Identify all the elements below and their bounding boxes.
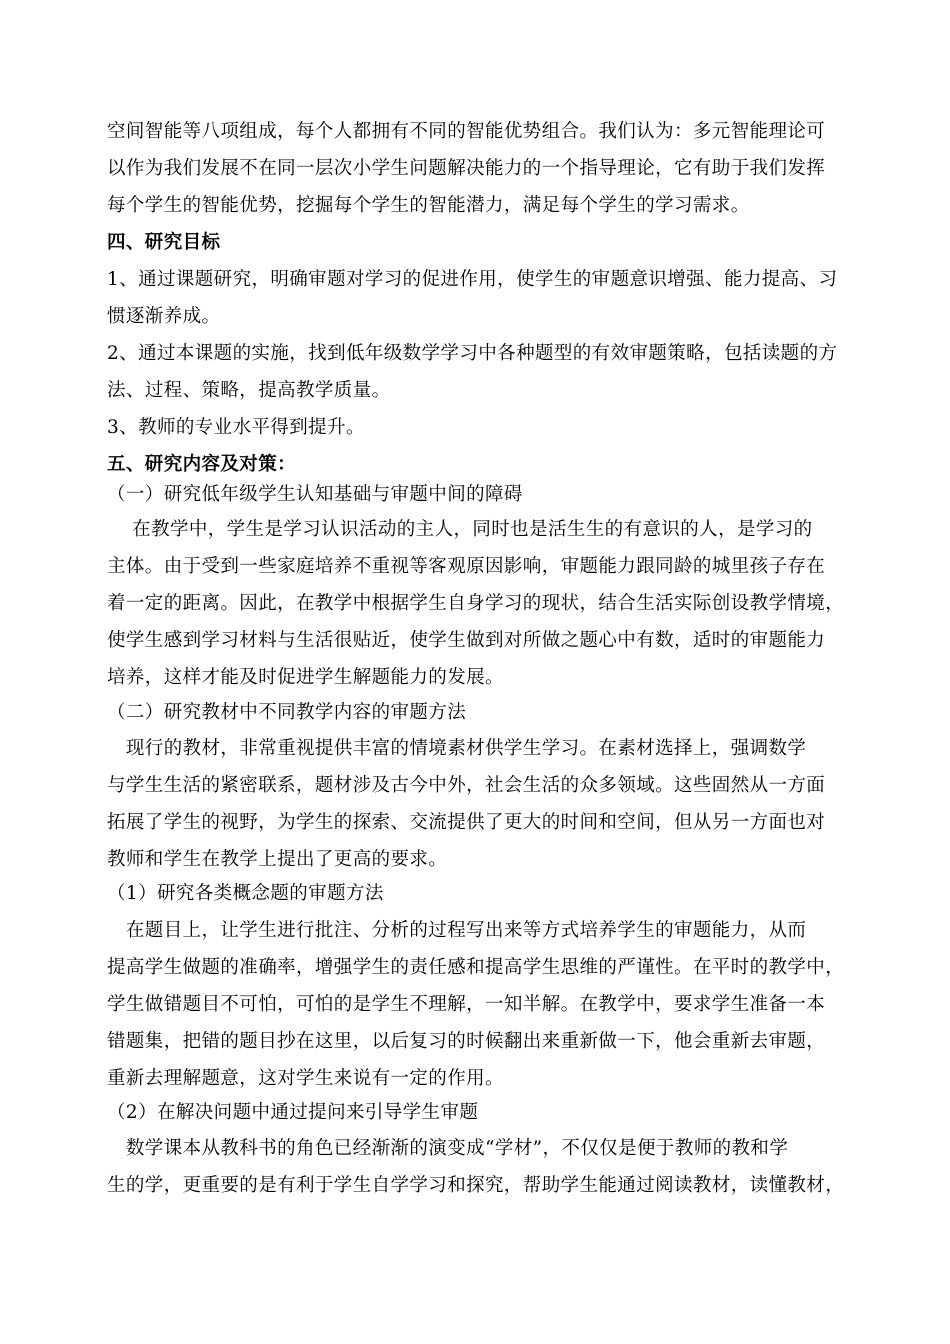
paragraph-line: 与学生生活的紧密联系，题材涉及古今中外，社会生活的众多领域。这些固然从一方面 (107, 775, 826, 796)
paragraph-line: 在题目上，让学生进行批注、分析的过程写出来等方式培养学生的审题能力，从而 (107, 920, 807, 941)
paragraph-line: 学生做错题目不可怕，可怕的是学生不理解，一知半解。在教学中，要求学生准备一本 (107, 994, 826, 1015)
paragraph-line: 数学课本从教科书的角色已经渐渐的演变成“学材”，不仅仅是便于教师的教和学 (107, 1138, 789, 1159)
paragraph-line: 拓展了学生的视野，为学生的探索、交流提供了更大的时间和空间，但从另一方面也对 (107, 812, 826, 833)
paragraph-line: 培养，这样才能及时促进学生解题能力的发展。 (107, 667, 504, 688)
paragraph-line: 生的学，更重要的是有利于学生自学学习和探究，帮助学生能通过阅读教材，读懂教材， (107, 1175, 845, 1196)
section-heading: 五、研究内容及对策： (107, 454, 297, 475)
paragraph-line: 使学生感到学习材料与生活很贴近，使学生做到对所做之题心中有数，适时的审题能力 (107, 630, 826, 651)
paragraph-line: 以作为我们发展不在同一层次小学生问题解决能力的一个指导理论，它有助于我们发挥 (107, 158, 826, 179)
subsection-heading: （二）研究教材中不同教学内容的审题方法 (107, 702, 467, 723)
paragraph-line: 教师和学生在教学上提出了更高的要求。 (107, 849, 448, 870)
paragraph-line: 空间智能等八项组成，每个人都拥有不同的智能优势组合。我们认为：多元智能理论可 (107, 121, 826, 142)
subsection-heading: （2）在解决问题中通过提问来引导学生审题 (107, 1102, 479, 1123)
paragraph-line: 主体。由于受到一些家庭培养不重视等客观原因影响，审题能力跟同龄的城里孩子存在 (107, 556, 826, 577)
subsection-heading: （1）研究各类概念题的审题方法 (107, 883, 384, 904)
section-heading: 四、研究目标 (107, 232, 221, 253)
paragraph-line: 每个学生的智能优势，挖掘每个学生的智能潜力，满足每个学生的学习需求。 (107, 195, 750, 216)
paragraph-line: 在教学中，学生是学习认识活动的主人，同时也是活生生的有意识的人，是学习的 (107, 519, 813, 540)
paragraph-line: 现行的教材，非常重视提供丰富的情境素材供学生学习。在素材选择上，强调数学 (107, 738, 807, 759)
paragraph-line: 错题集，把错的题目抄在这里，以后复习的时候翻出来重新做一下，他会重新去审题， (107, 1031, 826, 1052)
paragraph-line: 提高学生做题的准确率，增强学生的责任感和提高学生思维的严谨性。在平时的教学中， (107, 957, 845, 978)
paragraph-line: 3、教师的专业水平得到提升。 (107, 417, 365, 438)
paragraph-line: 惯逐渐养成。 (107, 306, 221, 327)
paragraph-line: 着一定的距离。因此，在教学中根据学生自身学习的现状，结合生活实际创设教学情境， (107, 593, 845, 614)
subsection-heading: （一）研究低年级学生认知基础与审题中间的障碍 (107, 484, 523, 505)
paragraph-line: 重新去理解题意，这对学生来说有一定的作用。 (107, 1068, 504, 1089)
paragraph-line: 1、通过课题研究，明确审题对学习的促进作用，使学生的审题意识增强、能力提高、习 (107, 269, 838, 290)
paragraph-line: 2、通过本课题的实施，找到低年级数学学习中各种题型的有效审题策略，包括读题的方 (107, 343, 838, 364)
paragraph-line: 法、过程、策略，提高教学质量。 (107, 380, 391, 401)
